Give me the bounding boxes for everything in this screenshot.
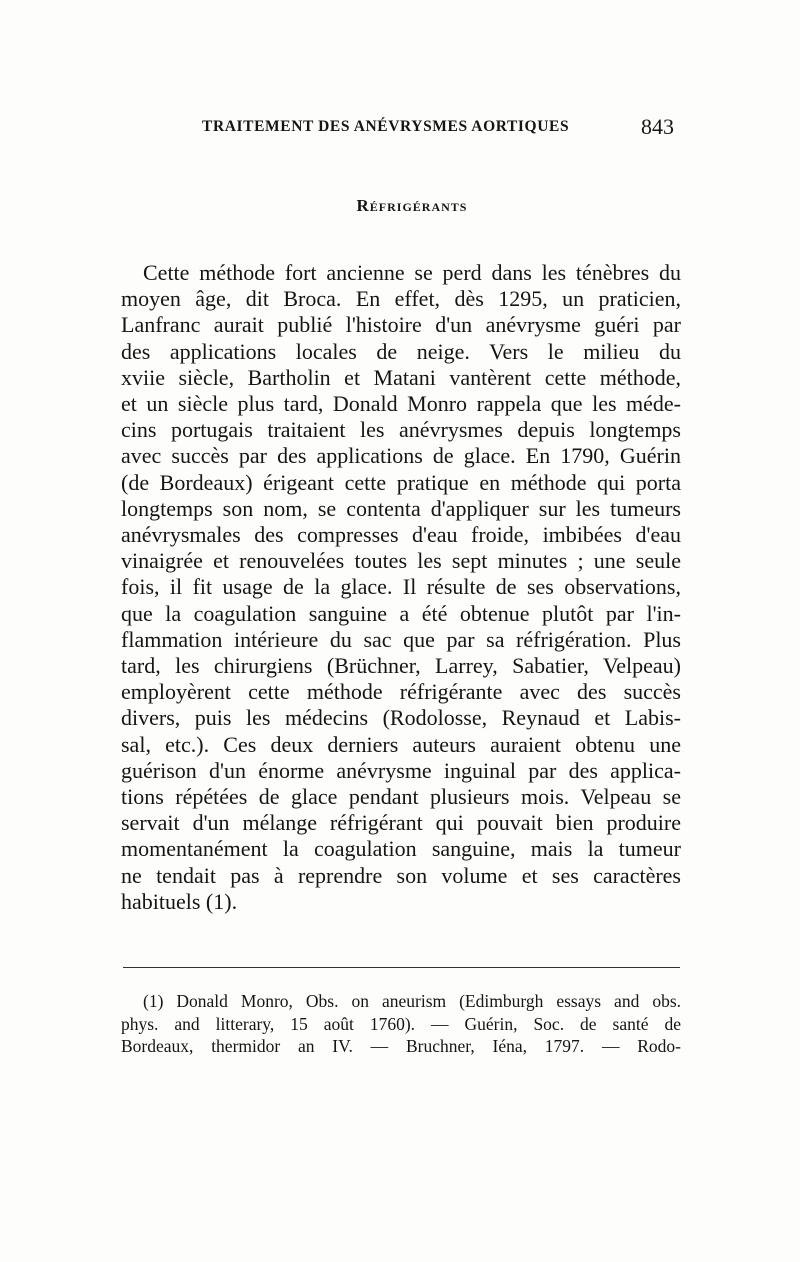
- text-line: xviie siècle, Bartholin et Matani vantèrent cette méthode,: [121, 364, 681, 390]
- body-paragraph: [121, 260, 681, 915]
- page-number: 843: [641, 114, 674, 139]
- page-header: [120, 116, 680, 146]
- text-line: Cette méthode fort ancienne se perd dans les ténèbres du: [143, 260, 681, 285]
- text-line: Lanfranc aurait publié l'histoire d'un anévrysme guéri par: [121, 312, 681, 338]
- text-line: des applications locales de neige. Vers le milieu du: [121, 338, 681, 364]
- text-line: moyen âge, dit Broca. En effet, dès 1295, un praticien,: [121, 286, 681, 312]
- text-line: fois, il fit usage de la glace. Il résulte de ses observations,: [121, 574, 681, 600]
- text-line: vinaigrée et renouvelées toutes les sept minutes ; une seule: [121, 548, 681, 574]
- text-line: flammation intérieure du sac que par sa réfrigération. Plus: [121, 626, 681, 652]
- text-line: divers, puis les médecins (Rodolosse, Reynaud et Labis-: [121, 705, 681, 731]
- text-line: employèrent cette méthode réfrigérante avec des succès: [121, 679, 681, 705]
- footnote-line: phys. and litterary, 15 août 1760). — Guérin, Soc. de santé de: [121, 1013, 681, 1034]
- text-line: longtemps son nom, se contenta d'appliquer sur les tumeurs: [121, 495, 681, 521]
- running-title: TRAITEMENT DES ANÉVRYSMES AORTIQUES: [202, 118, 570, 135]
- text-line: que la coagulation sanguine a été obtenue plutôt par l'in-: [121, 600, 681, 626]
- text-line: ne tendait pas à reprendre son volume et ses caractères: [121, 862, 681, 888]
- footnote-line: (1) Donald Monro, Obs. on aneurism (Edimburgh essays and obs.: [143, 991, 681, 1011]
- text-line: guérison d'un énorme anévrysme inguinal par des applica-: [121, 757, 681, 783]
- text-line: tard, les chirurgiens (Brüchner, Larrey, Sabatier, Velpeau): [121, 653, 681, 679]
- text-line: habituels (1).: [121, 888, 238, 914]
- section-title: Réfrigérants: [356, 196, 468, 215]
- footnote-divider: [123, 967, 680, 968]
- text-line: avec succès par des applications de glace. En 1790, Guérin: [121, 443, 681, 469]
- text-line: servait d'un mélange réfrigérant qui pouvait bien produire: [121, 810, 681, 836]
- text-line: cins portugais traitaient les anévrysmes depuis longtemps: [121, 417, 681, 443]
- text-line: anévrysmales des compresses d'eau froide, imbibées d'eau: [121, 522, 681, 548]
- text-line: momentanément la coagulation sanguine, mais la tumeur: [121, 836, 681, 862]
- footnote: [121, 990, 681, 1058]
- text-line: sal, etc.). Ces deux derniers auteurs auraient obtenu une: [121, 731, 681, 757]
- footnote-line: Bordeaux, thermidor an IV. — Bruchner, Iéna, 1797. — Rodo-: [121, 1036, 681, 1056]
- text-line: et un siècle plus tard, Donald Monro rappela que les méde-: [121, 391, 681, 417]
- text-line: (de Bordeaux) érigeant cette pratique en méthode qui porta: [121, 469, 681, 495]
- text-line: tions répétées de glace pendant plusieurs mois. Velpeau se: [121, 784, 681, 810]
